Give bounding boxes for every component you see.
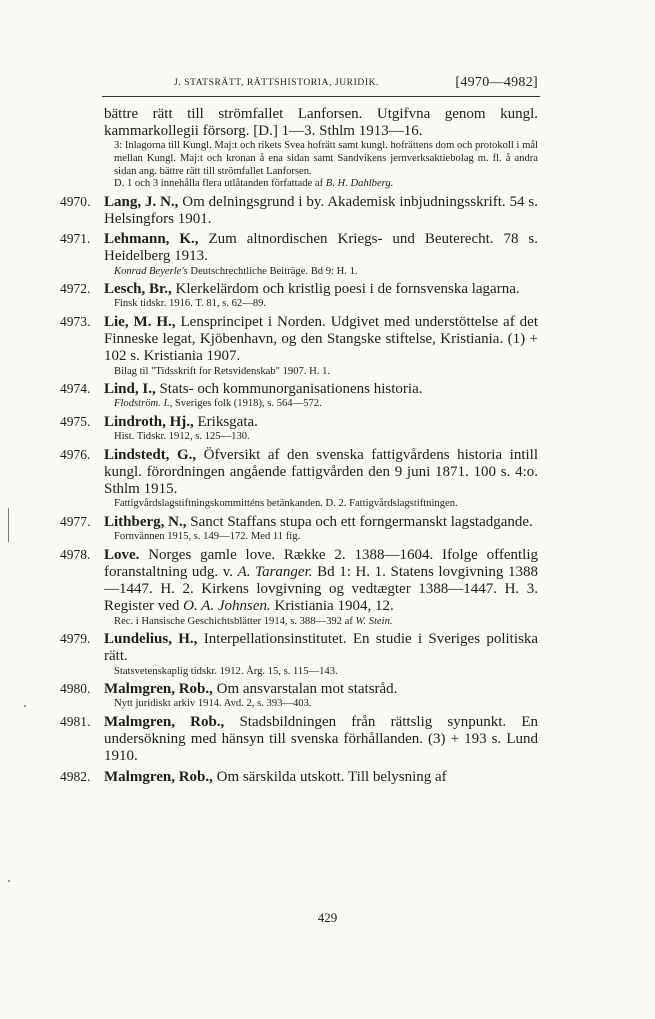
margin-dot (24, 705, 26, 707)
entry-title: Om särskilda utskott. Till belysning af (212, 768, 447, 785)
entry-note (104, 366, 538, 379)
entry-text (104, 381, 538, 398)
note-text: D. 1 och 3 innehålla flera utlåtanden författade af (114, 178, 326, 190)
entry-note (104, 298, 538, 311)
note-text: Fattigvårdslagstiftningskommitténs betänkanden. D. 2. Fattigvårdslagstiftningen. (114, 498, 458, 510)
entry-number: 4982. (60, 768, 91, 784)
entry-text (104, 447, 538, 499)
page-number: 429 (317, 910, 338, 925)
entry-title: Sanct Staffans stupa och ett forngermanskt lagstadgande. (186, 513, 533, 530)
entry-title: Kristiania 1904, 12. (270, 598, 394, 615)
entry-title: Om ansvarstalan mot statsråd. (212, 681, 398, 698)
entry-text (104, 514, 538, 531)
bibliography-entry (60, 413, 538, 444)
entry-text (104, 769, 538, 786)
entry-note: 3: Inlagorna till Kungl. Maj:t och rikets Svea hofrätt samt kungl. hofrättens dom och protokoll i mål mellan Kungl. Maj:t och kronan å ena sidan samt Sandvikens jernverksaktiebolag m. fl. å andra sidan ang. bättre rätt till strömfallet Lanforsen. (114, 140, 538, 177)
entry-number: 4980. (60, 681, 91, 697)
running-header (96, 72, 540, 94)
entry-text (104, 194, 538, 228)
entry-text (104, 714, 538, 766)
note-italic: Flodström. I., (114, 398, 173, 410)
entry-note (104, 178, 538, 191)
header-entry-range: [4970—4982] (455, 75, 538, 90)
entry-author: Lindstedt, G., (104, 446, 197, 463)
entry-author: Malmgren, Rob., (104, 713, 225, 730)
entry-text (104, 281, 538, 298)
entry-note (104, 531, 538, 544)
entry-text (104, 231, 538, 265)
entry-text: bättre rätt till strömfallet Lanforsen. Utgifvna genom kungl. kammarkollegii försorg. [D.] 1—3. Sthlm 1913—16. (104, 106, 538, 140)
entry-title: Lensprincipet i Norden. Udgivet med understöttelse af det Finneske legat, Kjöbenhavn, og den Stangske stiftelse, Kristiania. (1) + 102 s. Kristiania 1907. (104, 313, 538, 365)
entry-text (104, 314, 538, 366)
entry-text (104, 681, 538, 698)
entry-number: 4979. (60, 631, 91, 647)
note-text: Deutschrechtliche Beiträge. Bd 9: H. 1. (187, 265, 358, 277)
entry-note (104, 498, 538, 511)
entry-author: Lithberg, N., (104, 513, 187, 530)
note-text: Finsk tidskr. 1916. T. 81, s. 62—89. (114, 298, 267, 310)
entry-number: 4981. (60, 713, 91, 729)
entry-title: Zum altnordischen Kriegs- und Beuterecht. 78 s. Heidelberg 1913. (104, 231, 538, 265)
entry-italic: O. A. Johnsen. (183, 598, 271, 615)
entry-author: Lind, I., (104, 381, 156, 398)
entry-note (104, 266, 538, 279)
entry-number: 4973. (60, 313, 91, 329)
entry-title: Stadsbildningen från rättslig synpunkt. En undersökning med hänsyn till svenska förhållanden. (3) + 193 s. Lund 1910. (104, 713, 538, 765)
entry-title: Interpellationsinstitutet. En studie i Sveriges politiska rätt. (104, 631, 539, 665)
entry-author: Malmgren, Rob., (104, 681, 213, 698)
bibliography-entry (60, 313, 538, 378)
entries-container (60, 193, 539, 786)
entry-text (104, 631, 538, 665)
entry-number: 4972. (60, 281, 91, 297)
entry-author: Lehmann, K., (104, 231, 199, 248)
bibliography-entry (60, 713, 538, 766)
bibliography-entry (60, 631, 539, 678)
entry-author: Love. (104, 546, 140, 563)
entry-number: 4977. (60, 513, 91, 529)
entry-text (104, 547, 538, 616)
note-text: Hist. Tidskr. 1912, s. 125—130. (114, 431, 250, 443)
entry-author: Lesch, Br., (104, 281, 172, 298)
entry-title: Klerkelärdom och kristlig poesi i de fornsvenska lagarna. (171, 281, 520, 298)
note-text: Statsvetenskaplig tidskr. 1912. Årg. 15, s. 115—143. (114, 665, 338, 677)
bibliography-entry (60, 381, 538, 411)
note-text: Nytt juridiskt arkiv 1914. Avd. 2, s. 393—403. (114, 698, 312, 710)
margin-mark (8, 508, 9, 542)
entry-title: Öfversikt af den svenska fattigvårdens historia intill kungl. förordningen angående fattigvården den 9 juni 1871. 100 s. 4:o. Sthlm 1915. (104, 446, 538, 498)
entry-author: Malmgren, Rob., (104, 768, 213, 785)
entry-author: Lang, J. N., (104, 193, 179, 210)
entry-title: Bd 1: H. 1. Statens lovgivning 1388—1447. H. 2. Kirkens lovgivning og vedtægter 1388—1447. H. 3. Register ved (104, 563, 538, 615)
entry-note (104, 666, 538, 679)
bibliography-entry (60, 231, 538, 278)
entry-title: Om delningsgrund i by. Akademisk inbjudningsskrift. 54 s. Helsingfors 1901. (104, 193, 538, 227)
entry-title: Eriksgata. (193, 413, 258, 430)
entry-note (104, 431, 538, 444)
bibliography-entry (60, 193, 538, 228)
entry-number: 4974. (60, 381, 91, 397)
entry-note (104, 616, 538, 629)
entry-number: 4975. (60, 413, 91, 429)
entry-number: 4976. (60, 446, 91, 462)
note-italic: B. H. Dahlberg. (325, 178, 394, 190)
entry-italic: A. Taranger. (237, 563, 313, 580)
entry-note (104, 698, 538, 711)
note-italic: W. Stein. (355, 615, 393, 627)
note-text: Bilag til "Tidsskrift for Retsvidenskab" 1907. H. 1. (114, 365, 331, 377)
entry-text (104, 414, 538, 431)
margin-dot (8, 880, 10, 882)
header-title: J. STATSRÄTT, RÄTTSHISTORIA, JURIDIK. (174, 78, 380, 88)
entry-author: Lundelius, H., (104, 631, 198, 648)
bibliography-entry (60, 546, 538, 628)
bibliography-entry (60, 768, 538, 786)
continued-entry (104, 106, 538, 191)
header-rule (102, 96, 540, 97)
bibliography-entry (60, 681, 538, 711)
entry-author: Lindroth, Hj., (104, 413, 194, 430)
bibliography-entry (60, 513, 538, 544)
bibliography-list (60, 106, 539, 789)
entry-number: 4971. (60, 231, 91, 247)
entry-number: 4970. (60, 193, 91, 209)
bibliography-entry (60, 281, 538, 311)
entry-title: Stats- och kommunorganisationens historia. (155, 381, 423, 398)
note-text: Fornvännen 1915, s. 149—172. Med 11 fig. (114, 531, 301, 543)
entry-title: Norges gamle love. Række 2. 1388—1604. Ifolge offentlig foranstaltning udg. v. (104, 546, 538, 580)
bibliography-entry (60, 446, 538, 511)
entry-number: 4978. (60, 546, 91, 562)
note-text: Rec. i Hansische Geschichtsblätter 1914, s. 388—392 af (114, 615, 356, 627)
entry-note (104, 398, 538, 411)
entry-author: Lie, M. H., (104, 313, 176, 330)
note-text: Sveriges folk (1918), s. 564—572. (172, 398, 322, 410)
note-italic: Konrad Beyerle's (114, 265, 188, 277)
